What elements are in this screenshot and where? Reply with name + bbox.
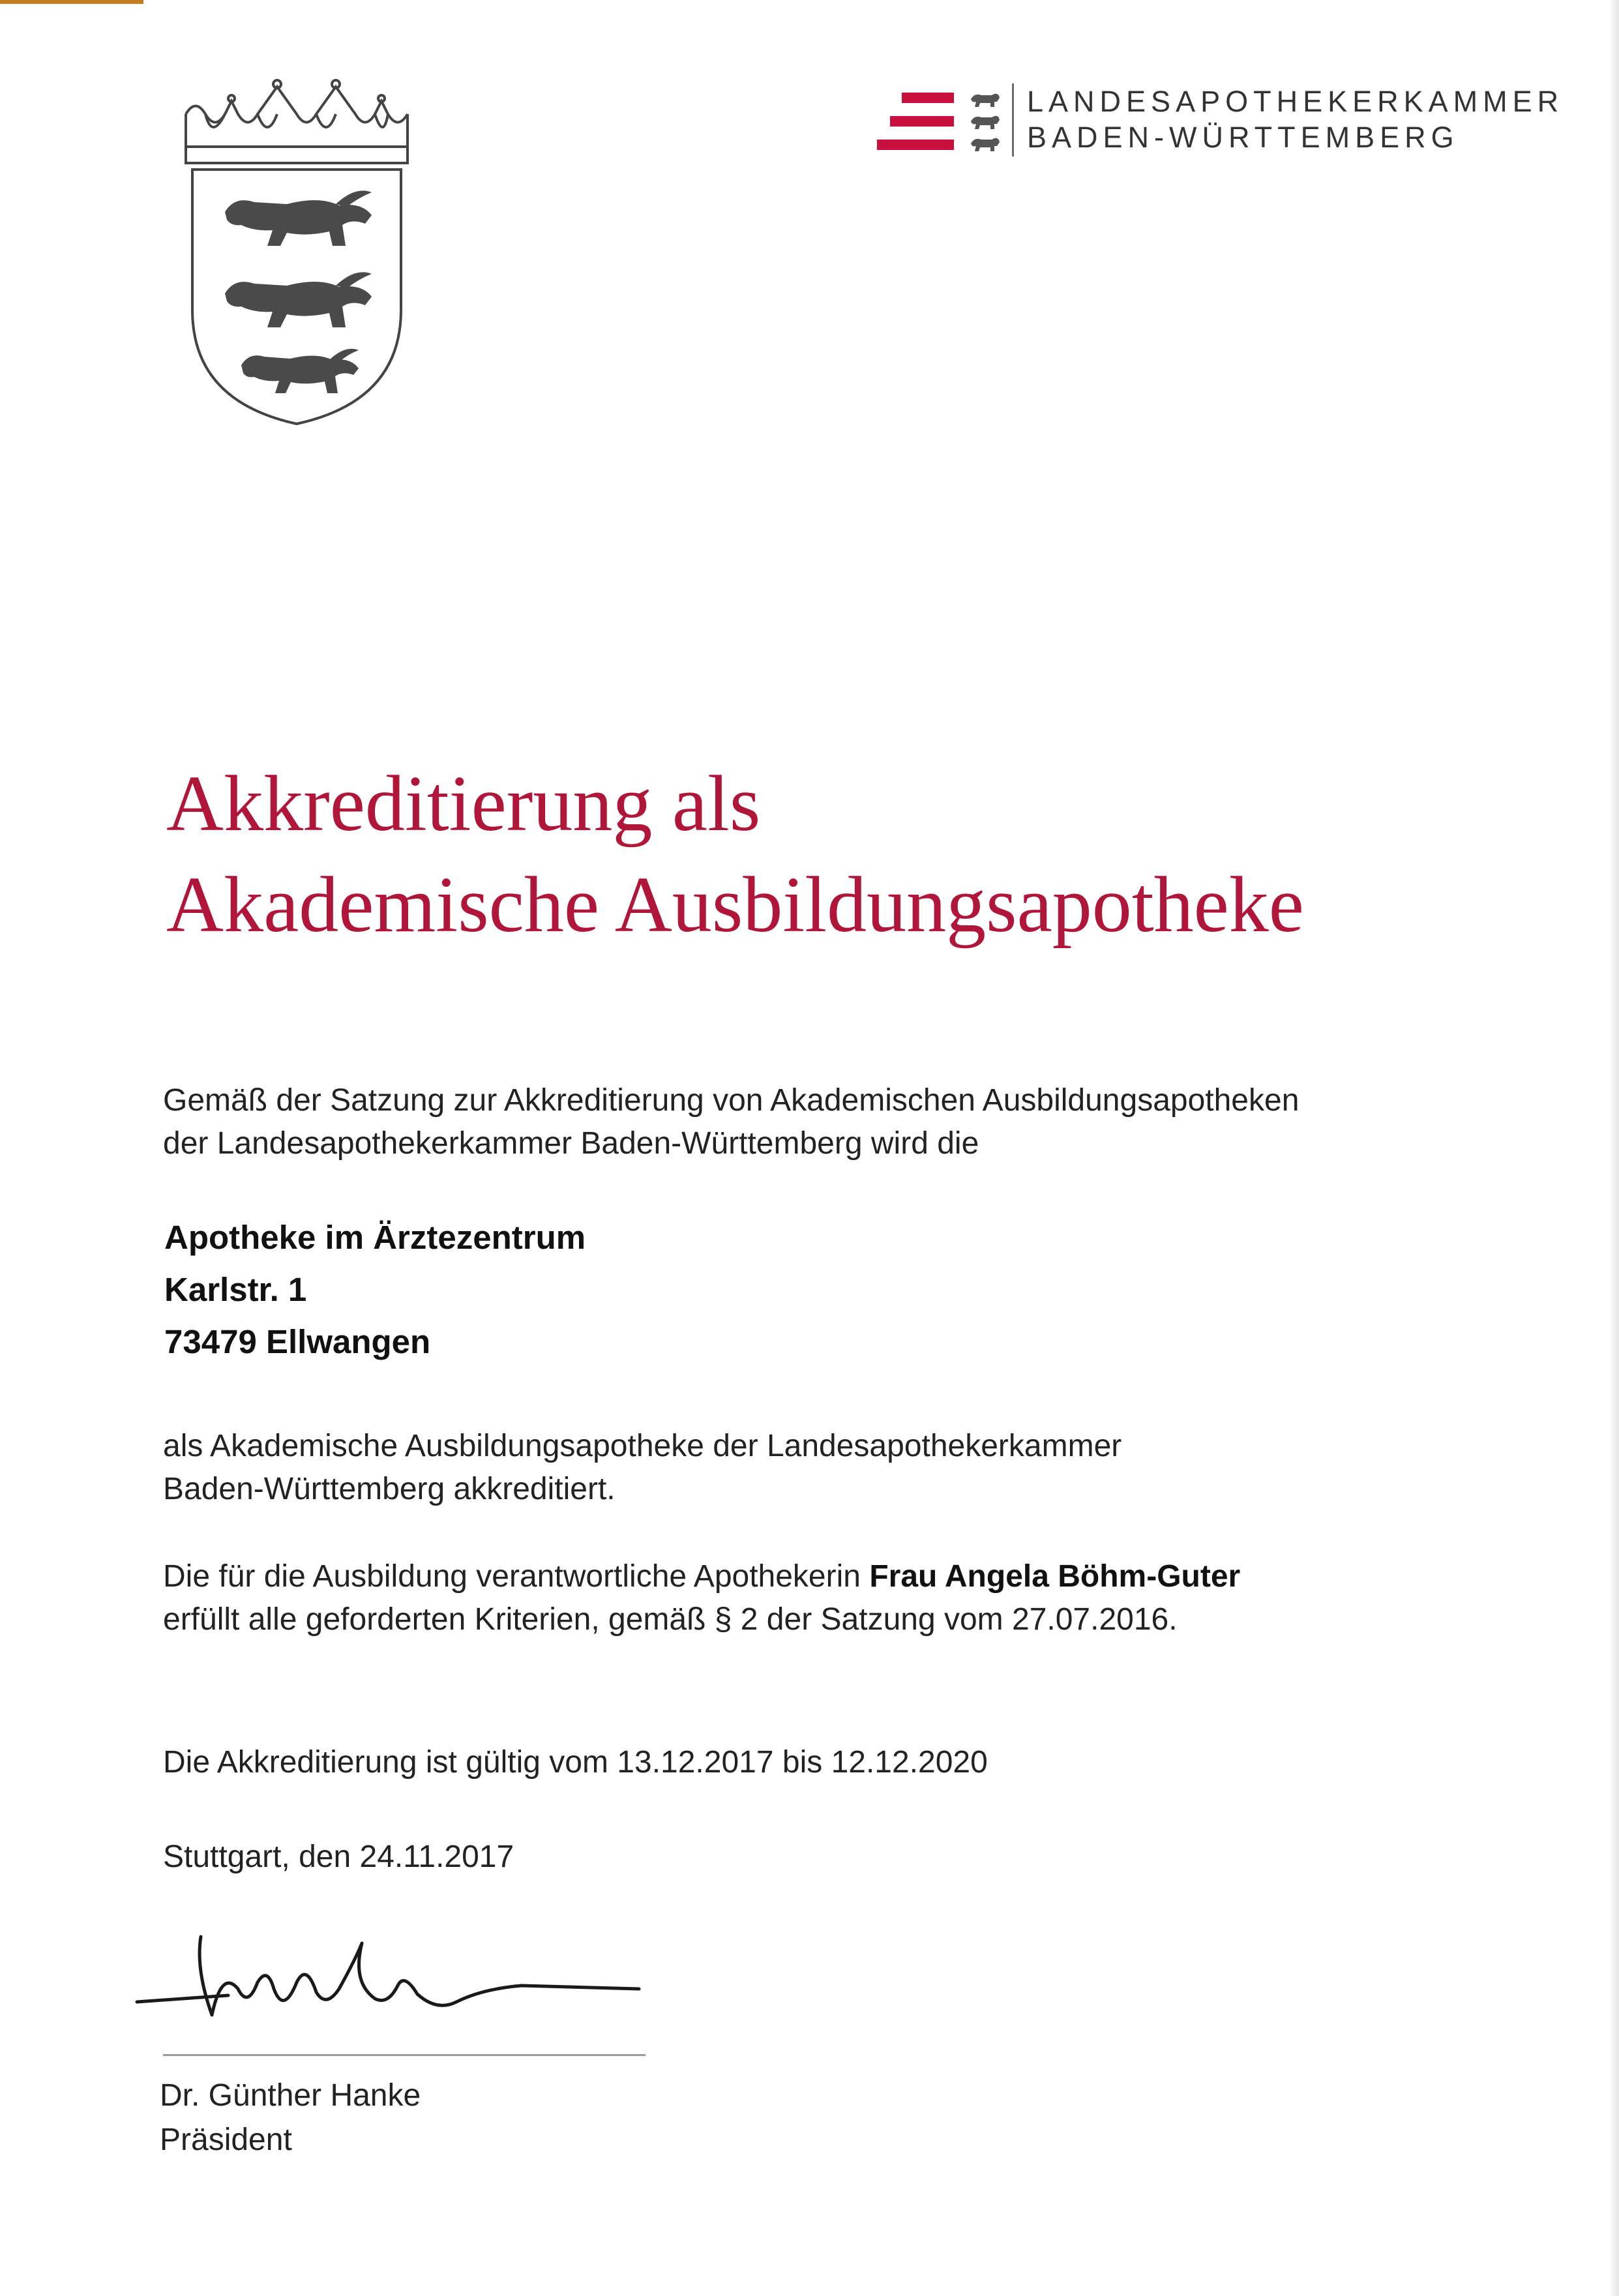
validity-text <box>163 1741 1434 1784</box>
intro-paragraph <box>163 1079 1434 1165</box>
chamber-logo <box>877 83 1581 162</box>
accreditation-paragraph <box>163 1425 1434 1511</box>
accreditation-line2: Baden-Württemberg akkreditiert. <box>163 1472 616 1506</box>
responsible-line1 <box>163 1555 1434 1598</box>
intro-line1: Gemäß der Satzung zur Akkreditierung von Akademischen Ausbildungsapotheken <box>163 1083 1300 1118</box>
coat-of-arms-icon <box>176 75 417 427</box>
validity-line: Die Akkreditierung ist gültig vom 13.12.2017 bis 12.12.2020 <box>163 1745 988 1780</box>
responsible-prefix: Die für die Ausbildung verantwortliche Apothekerin <box>163 1559 870 1594</box>
signer-block <box>160 2074 421 2162</box>
responsible-line2: erfüllt alle geforderten Kriterien, gemäß § 2 der Satzung vom 27.07.2016. <box>163 1602 1178 1637</box>
signature-line <box>163 2054 646 2056</box>
chamber-name-line2: BADEN-WÜRTTEMBERG <box>1027 121 1459 154</box>
pharmacy-street: Karlstr. 1 <box>164 1271 307 1308</box>
intro-line2: der Landesapothekerkammer Baden-Württemberg wird die <box>163 1126 979 1161</box>
title-line2: Akademische Ausbildungsapotheke <box>166 861 1304 949</box>
place-date-line: Stuttgart, den 24.11.2017 <box>163 1840 514 1874</box>
certificate-title <box>166 753 1470 955</box>
three-lions-icon <box>968 87 1001 155</box>
pharmacy-city: 73479 Ellwangen <box>164 1323 431 1360</box>
signer-name: Dr. Günther Hanke <box>160 2078 421 2113</box>
scan-corner-mark <box>0 0 143 4</box>
pharmacy-name: Apotheke im Ärztezentrum <box>164 1219 586 1256</box>
handwritten-signature <box>130 1917 665 2028</box>
signer-role: Präsident <box>160 2123 292 2157</box>
scan-edge-shadow <box>1609 0 1619 2296</box>
responsible-paragraph <box>163 1555 1434 1641</box>
place-date <box>163 1836 1434 1879</box>
chamber-name <box>1027 83 1564 155</box>
pharmacy-address <box>164 1212 1208 1368</box>
accreditation-line1: als Akademische Ausbildungsapotheke der Landesapothekerkammer <box>163 1429 1122 1463</box>
chamber-name-line1: LANDESAPOTHEKERKAMMER <box>1027 85 1564 118</box>
responsible-name: Frau Angela Böhm-Guter <box>869 1559 1241 1594</box>
red-stripes-icon <box>877 90 955 155</box>
logo-separator <box>1012 83 1014 157</box>
title-line1: Akkreditierung als <box>166 760 761 848</box>
